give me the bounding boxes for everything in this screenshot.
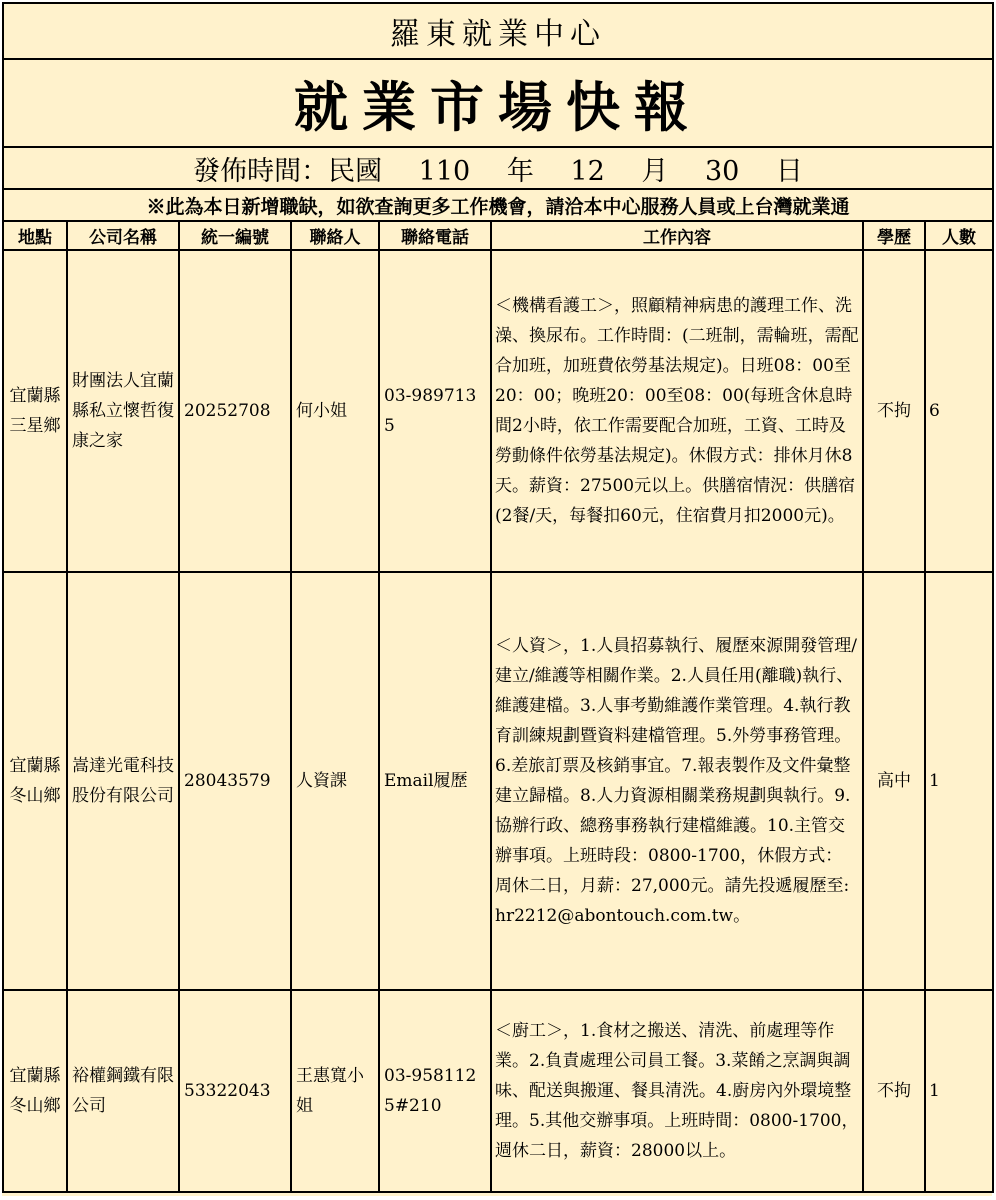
cell-phone: 03-9897135: [379, 250, 491, 572]
cell-contact: 何小姐: [291, 250, 379, 572]
job-table: [2, 2, 994, 1193]
table-row: [3, 990, 993, 1192]
date-month-unit: 月: [641, 155, 669, 187]
date-year: 110: [418, 155, 471, 187]
cell-job: ＜廚工＞，1.食材之搬送、清洗、前處理等作業。2.負責處理公司員工餐。3.菜餚之烹調與調味、配送與搬運、餐具清洗。4.廚房內外環境整理。5.其他交辦事項。上班時間：0800-1700，週休二日，薪資：28000以上。: [491, 990, 863, 1192]
col-header-education: 學歷: [863, 221, 925, 250]
date-label: 發佈時間：民國: [193, 155, 383, 187]
col-header-contact: 聯絡人: [291, 221, 379, 250]
cell-location: 宜蘭縣三星鄉: [3, 250, 67, 572]
table-row: [3, 250, 993, 572]
cell-education: 不拘: [863, 990, 925, 1192]
cell-location: 宜蘭縣冬山鄉: [3, 572, 67, 990]
cell-job: ＜機構看護工＞，照顧精神病患的護理工作、洗澡、換尿布。工作時間：(二班制，需輪班，需配合加班，加班費依勞基法規定)。日班08：00至20：00；晚班20：00至08：00(每班含休息時間2小時，依工作需要配合加班，工資、工時及勞動條件依勞基法規定)。休假方式：排休月休8天。薪資：27500元以上。供膳宿情況：供膳宿(2餐/天，每餐扣60元，住宿費月扣2000元)。: [491, 250, 863, 572]
date-day-unit: 日: [775, 155, 803, 187]
col-header-job: 工作內容: [491, 221, 863, 250]
table-header-row: [3, 221, 993, 250]
col-header-location: 地點: [3, 221, 67, 250]
cell-count: 1: [925, 572, 993, 990]
cell-phone: 03-9581125#210: [379, 990, 491, 1192]
cell-contact: 王惠寬小姐: [291, 990, 379, 1192]
col-header-company: 公司名稱: [67, 221, 179, 250]
cell-company: 嵩達光電科技股份有限公司: [67, 572, 179, 990]
notice-text: ※此為本日新增職缺，如欲查詢更多工作機會，請洽本中心服務人員或上台灣就業通: [3, 189, 993, 221]
table-row: [3, 572, 993, 990]
publish-date: [3, 147, 993, 189]
cell-education: 高中: [863, 572, 925, 990]
date-day: 30: [704, 155, 740, 187]
col-header-phone: 聯絡電話: [379, 221, 491, 250]
cell-location: 宜蘭縣冬山鄉: [3, 990, 67, 1192]
cell-job: ＜人資＞，1.人員招募執行、履歷來源開發管理/建立/維護等相關作業。2.人員任用(離職)執行、維護建檔。3.人事考勤維護作業管理。4.執行教育訓練規劃暨資料建檔管理。5.外勞事務管理。6.差旅訂票及核銷事宜。7.報表製作及文件彙整建立歸檔。8.人力資源相關業務規劃與執行。9.協辦行政、總務事務執行建檔維護。10.主管交辦事項。上班時段：0800-1700，休假方式：周休二日，月薪：27,000元。請先投遞履歷至:hr2212@abontouch.com.tw。: [491, 572, 863, 990]
cell-tax-id: 20252708: [179, 250, 291, 572]
cell-company: 裕權鋼鐵有限公司: [67, 990, 179, 1192]
cell-contact: 人資課: [291, 572, 379, 990]
cell-count: 1: [925, 990, 993, 1192]
cell-education: 不拘: [863, 250, 925, 572]
cell-company: 財團法人宜蘭縣私立懷哲復康之家: [67, 250, 179, 572]
bulletin-title: 就業市場快報: [3, 59, 993, 147]
col-header-count: 人數: [925, 221, 993, 250]
cell-count: 6: [925, 250, 993, 572]
cell-phone: Email履歷: [379, 572, 491, 990]
date-month: 12: [570, 155, 605, 187]
center-name: 羅東就業中心: [3, 3, 993, 59]
col-header-tax-id: 統一編號: [179, 221, 291, 250]
cell-tax-id: 28043579: [179, 572, 291, 990]
cell-tax-id: 53322043: [179, 990, 291, 1192]
date-year-unit: 年: [506, 155, 534, 187]
job-bulletin-sheet: [2, 2, 992, 1196]
